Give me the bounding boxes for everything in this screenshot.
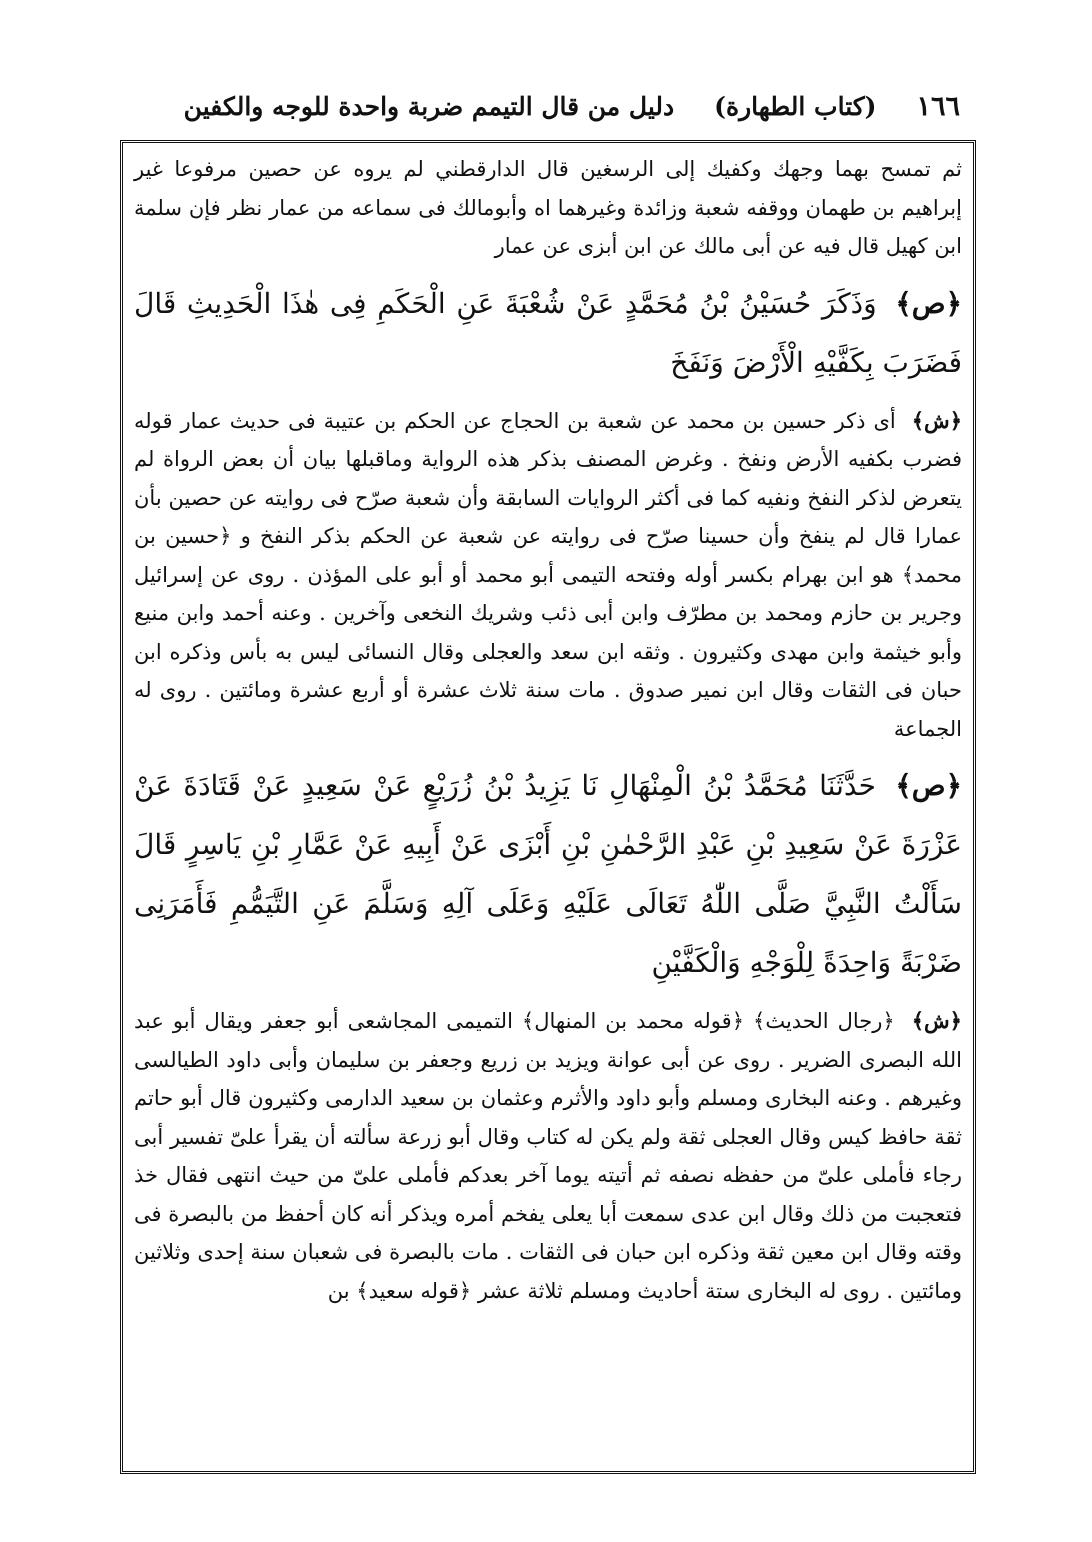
commentary-paragraph bbox=[134, 402, 962, 749]
sad-marker: ﴿ص﴾ bbox=[895, 286, 963, 320]
hadith-text-paragraph bbox=[134, 756, 962, 992]
shin-marker: ﴿ش﴾ bbox=[911, 1008, 962, 1033]
commentary-paragraph bbox=[134, 1002, 962, 1310]
commentary-text: ﴿رجال الحديث﴾ ﴿قوله محمد بن المنهال﴾ التميمى المجاشعى أبو جعفر ويقال أبو عبد الله البصرى الضرير . روى عن أبى عوانة ويزيد بن زريع وجعفر بن سليمان وأبى داود الطيالسى وغيرهم . وعنه البخارى ومسلم وأبو داود والأثرم وعثمان بن سعيد الدارمى وكثيرون قال أبو حاتم ثقة حافظ كيس وقال العجلى ثقة ولم يكن له كتاب وقال أبو زرعة سألته أن يقرأ علىّ تفسير أبى رجاء فأملى علىّ من حفظه نصفه ثم أتيته يوما آخر بعدكم فأملى علىّ من حيث انتهى فقال خذ فتعجبت من ذلك وقال ابن عدى سمعت أبا يعلى يفخم أمره ويذكر أنه كان أحفظ من بالبصرة فى وقته وقال ابن معين ثقة وذكره ابن حبان فى الثقات . مات بالبصرة فى شعبان سنة إحدى وثلاثين ومائتين . روى له البخارى ستة أحاديث ومسلم ثلاثة عشر ﴿قوله سعيد﴾ بن bbox=[134, 1009, 962, 1303]
sad-marker: ﴿ص﴾ bbox=[895, 769, 962, 802]
hadith-text: حَدَّثَنَا مُحَمَّدُ بْنُ الْمِنْهَالِ نَا يَزِيدُ بْنُ زُرَيْعٍ عَنْ سَعِيدٍ عَنْ قَتَادَةَ عَنْ عَزْرَةَ عَنْ سَعِيدِ بْنِ عَبْدِ الرَّحْمٰنِ بْنِ أَبْزَى عَنْ أَبِيهِ عَنْ عَمَّارِ بْنِ يَاسِرٍ قَالَ سَأَلْتُ النَّبِيَّ صَلَّى اللّٰهُ تَعَالَى عَلَيْهِ وَعَلَى آلِهِ وَسَلَّمَ عَنِ التَّيَمُّمِ فَأَمَرَنِى ضَرْبَةً وَاحِدَةً لِلْوَجْهِ وَالْكَفَّيْنِ bbox=[134, 769, 962, 979]
commentary-paragraph: ثم تمسح بهما وجهك وكفيك إلى الرسغين قال الدارقطني لم يروه عن حصين مرفوعا غير إبراهيم بن طهمان ووقفه شعبة وزائدة وغيرهما اه وأبومالك فى سماعه من عمار نظر فإن سلمة ابن كهيل قال فيه عن أبى مالك عن ابن أبزى عن عمار bbox=[134, 157, 962, 258]
commentary-text: أى ذكر حسين بن محمد عن شعبة بن الحجاج عن الحكم بن عتيبة فى حديث عمار قوله فضرب بكفيه الأرض ونفخ . وغرض المصنف بذكر هذه الرواية وماقبلها بيان أن بعض الرواة لم يتعرض لذكر النفخ ونفيه كما فى أكثر الروايات السابقة وأن شعبة صرّح فى روايته عن حصين بأن عمارا قال لم ينفخ وأن حسينا صرّح فى روايته عن شعبة عن الحكم بذكر النفخ و ﴿حسين بن محمد﴾ هو ابن بهرام بكسر أوله وفتحه التيمى أبو محمد أو أبو على المؤذن . روى عن إسرائيل وجرير بن حازم ومحمد بن مطرّف وابن أبى ذئب وشريك النخعى وآخرين . وعنه أحمد وابن منيع وأبو خيثمة وابن مهدى وكثيرون . وثقه ابن سعد والعجلى وقال النسائى ليس به بأس وذكره ابن حبان فى الثقات وقال ابن نمير صدوق . مات سنة ثلاث عشرة أو أربع عشرة ومائتين . روى له الجماعة bbox=[134, 408, 962, 741]
chapter-title: دليل من قال التيمم ضربة واحدة للوجه والكفين bbox=[183, 91, 675, 121]
shin-marker: ﴿ش﴾ bbox=[911, 407, 962, 433]
hadith-text-paragraph bbox=[134, 274, 962, 392]
book-title: (كتاب الطهارة) bbox=[714, 91, 877, 121]
hadith-text: وَذَكَرَ حُسَيْنُ بْنُ مُحَمَّدٍ عَنْ شُعْبَةَ عَنِ الْحَكَمِ فِى هٰذَا الْحَدِيثِ قَالَ فَضَرَبَ بِكَفَّيْهِ الْأَرْضَ وَنَفَخَ bbox=[134, 286, 962, 379]
page-header bbox=[160, 82, 960, 130]
page-body bbox=[134, 150, 962, 1310]
page-number: ١٦٦ bbox=[916, 90, 960, 122]
